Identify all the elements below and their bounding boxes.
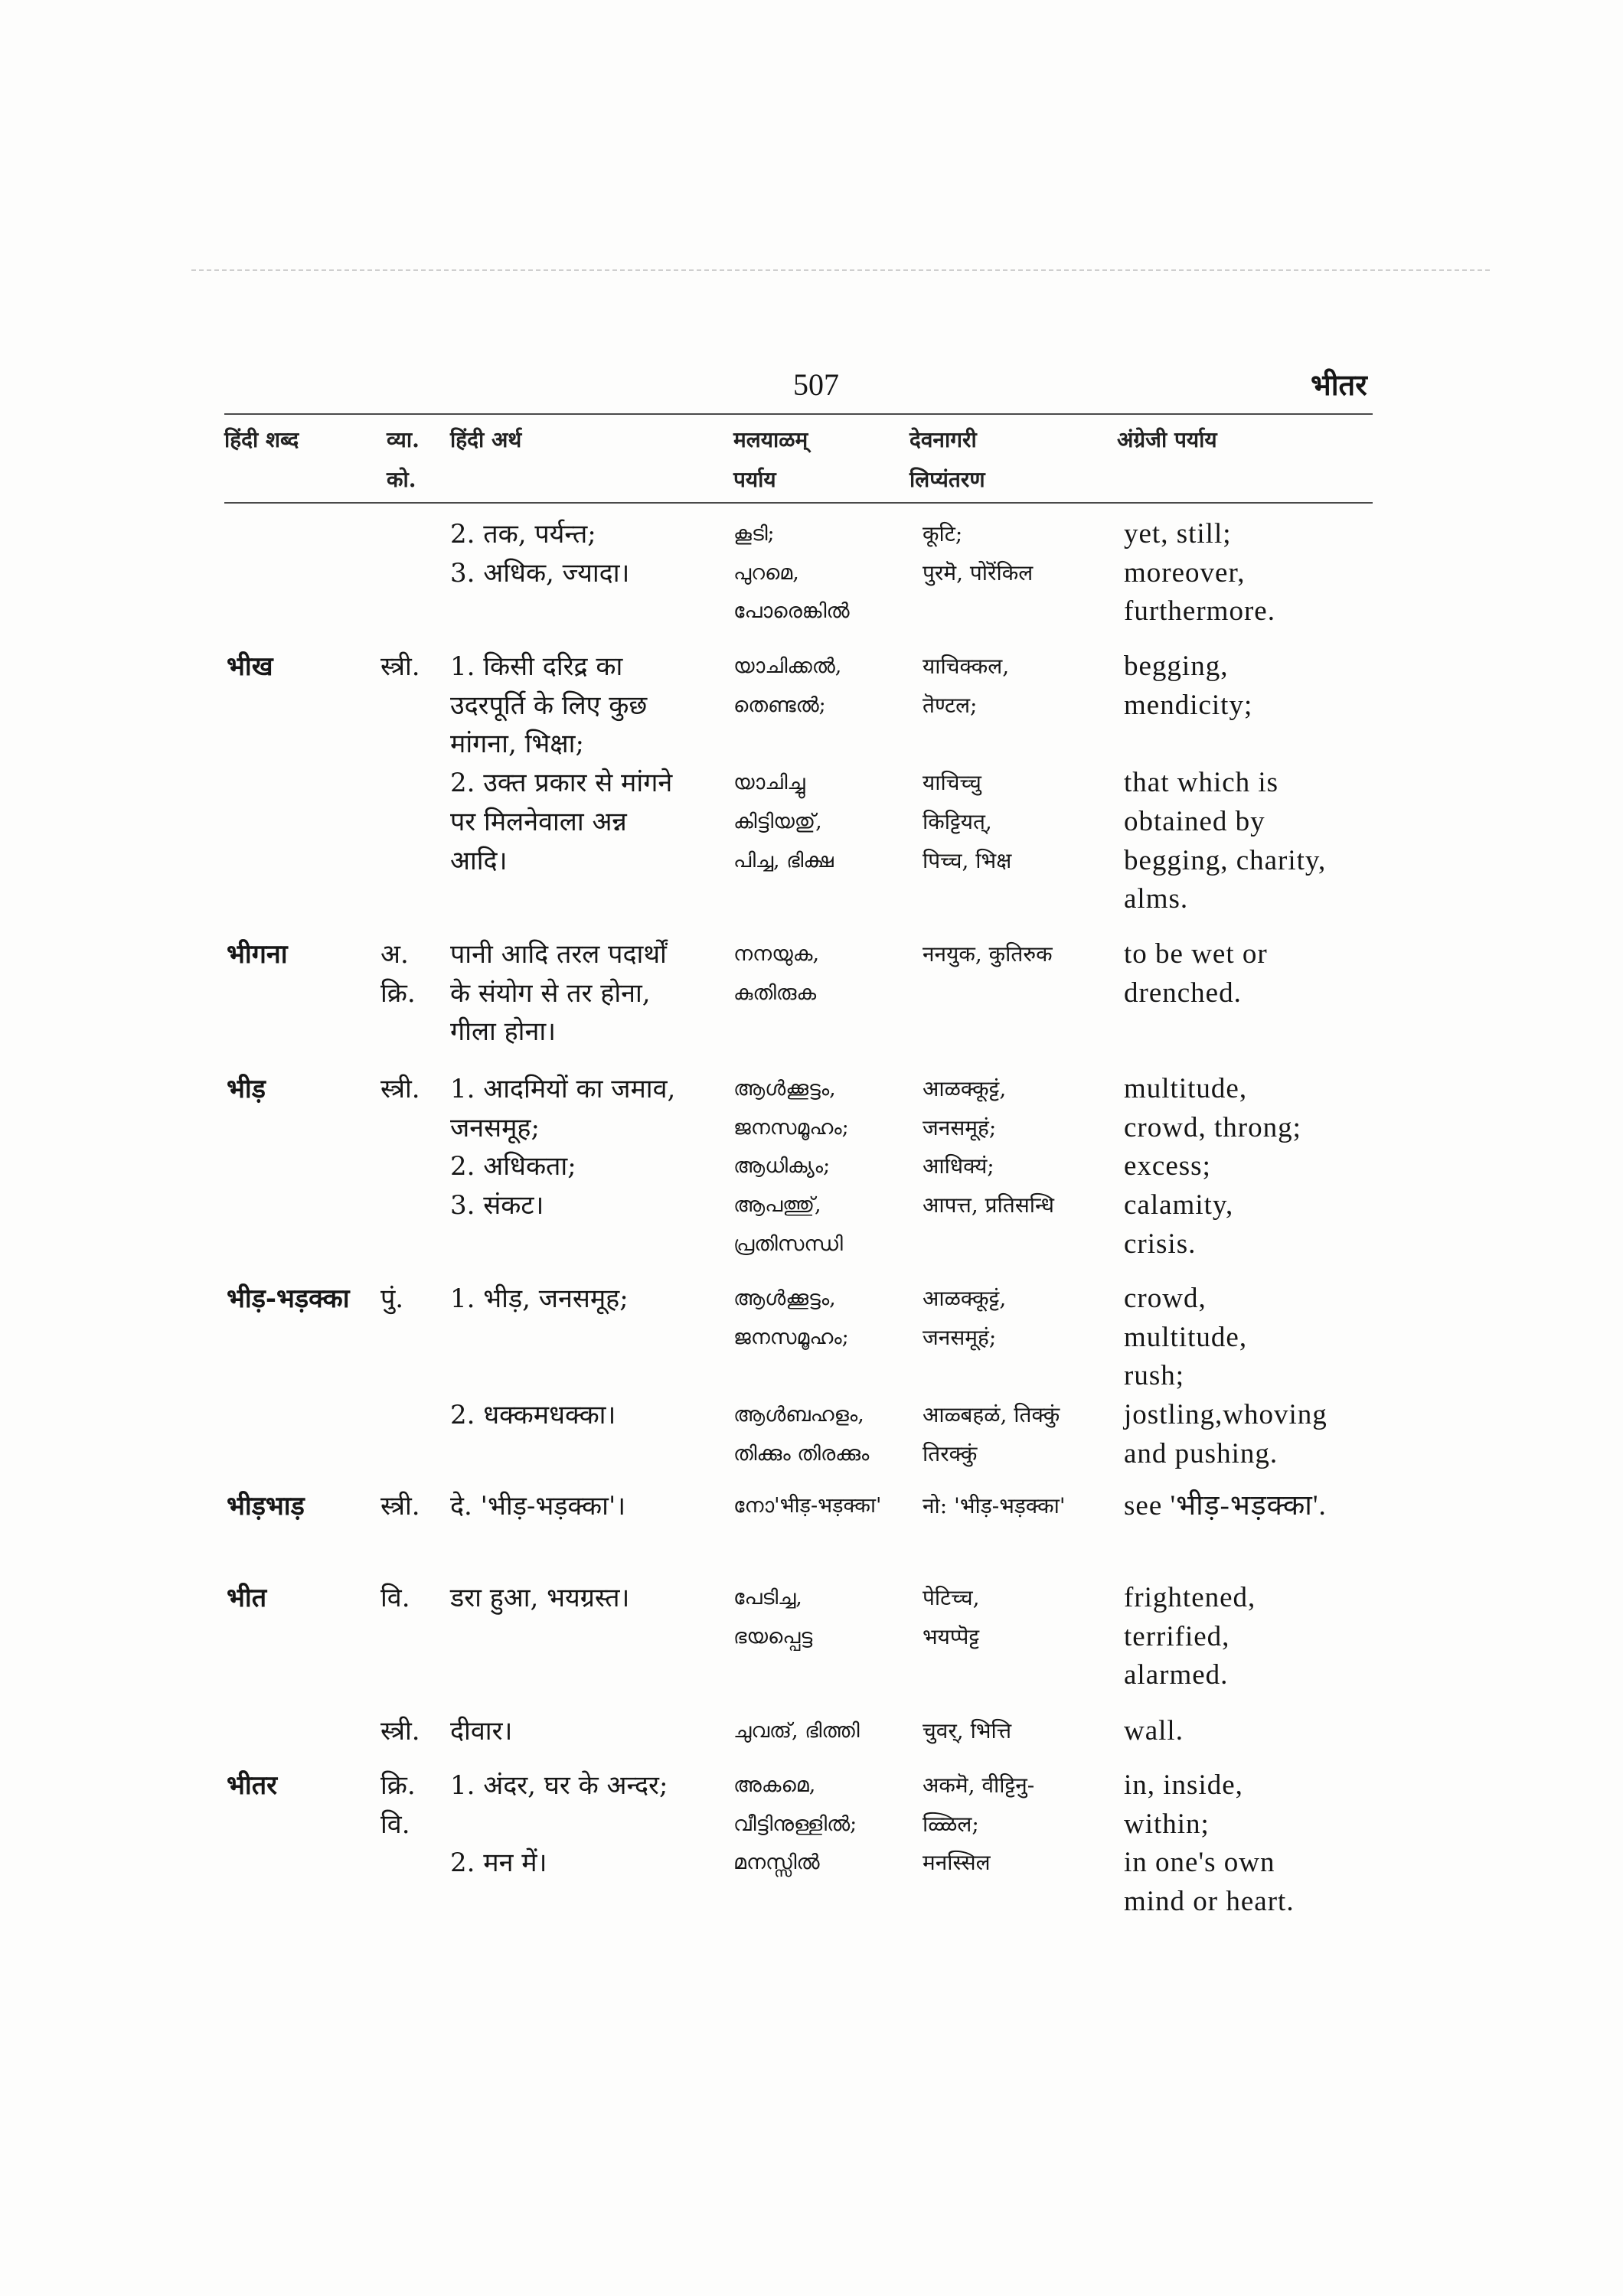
english-equivalent: within; bbox=[1124, 1808, 1210, 1840]
english-equivalent: in one's own bbox=[1124, 1847, 1275, 1879]
hindi-meaning: 2. उक्त प्रकार से मांगने bbox=[450, 768, 673, 799]
malayalam-synonym: നനയുക, bbox=[733, 942, 820, 966]
hindi-meaning: 1. किसी दरिद्र का bbox=[450, 651, 623, 682]
column-header-grammar-line2: को. bbox=[387, 467, 416, 492]
hindi-meaning: 1. अंदर, घर के अन्दर; bbox=[450, 1770, 668, 1801]
english-equivalent: excess; bbox=[1124, 1150, 1211, 1182]
malayalam-synonym: ആൾക്കൂട്ടം, bbox=[733, 1287, 836, 1310]
entry-line bbox=[0, 1225, 1623, 1264]
entry-line bbox=[0, 1109, 1623, 1148]
grammar-label: स्त्री. bbox=[380, 651, 420, 682]
hindi-meaning: पानी आदि तरल पदार्थों bbox=[450, 939, 667, 970]
grammar-label: वि. bbox=[380, 1808, 410, 1840]
headword: भीत bbox=[227, 1583, 267, 1613]
column-header-hindi-word: हिंदी शब्द bbox=[224, 427, 299, 452]
grammar-label: क्रि. bbox=[380, 1770, 416, 1801]
malayalam-synonym: ആൾബഹളം, bbox=[733, 1403, 864, 1427]
malayalam-synonym: കിട്ടിയതു്, bbox=[733, 809, 822, 833]
entry-line bbox=[0, 880, 1623, 919]
english-equivalent: furthermore. bbox=[1124, 595, 1275, 628]
malayalam-synonym: ചുവരു്, ഭിത്തി bbox=[733, 1719, 860, 1743]
page-number: 507 bbox=[793, 367, 839, 402]
grammar-label: अ. bbox=[380, 939, 409, 970]
entry-line bbox=[0, 1579, 1623, 1618]
entry-line bbox=[0, 1656, 1623, 1695]
devanagari-transliteration: पुरमॆ, पोरॆंकिल bbox=[923, 559, 1034, 585]
english-equivalent: yet, still; bbox=[1124, 518, 1232, 550]
devanagari-transliteration: आधिक्यं; bbox=[923, 1153, 994, 1179]
column-header-transliteration: देवनागरी bbox=[909, 427, 977, 452]
headword: भीड़भाड़ bbox=[227, 1491, 305, 1521]
english-equivalent: alarmed. bbox=[1124, 1659, 1229, 1691]
entry-line bbox=[0, 842, 1623, 881]
devanagari-transliteration: मनस्सिल bbox=[923, 1850, 991, 1876]
hindi-meaning: आदि। bbox=[450, 845, 508, 876]
grammar-label: वि. bbox=[380, 1583, 410, 1613]
english-equivalent: wall. bbox=[1124, 1715, 1184, 1746]
headword: भीतर bbox=[227, 1770, 277, 1801]
guide-word: भीतर bbox=[1311, 367, 1367, 402]
devanagari-transliteration: आळ्बहळं, तिक्कुं bbox=[923, 1402, 1060, 1428]
english-equivalent: drenched. bbox=[1124, 977, 1242, 1009]
malayalam-synonym: കൂടി; bbox=[733, 522, 775, 546]
malayalam-synonym: അകമെ, bbox=[733, 1773, 816, 1797]
column-header-grammar: व्या. bbox=[387, 427, 420, 452]
headword: भीगना bbox=[227, 939, 288, 970]
malayalam-synonym: വീട്ടിനുള്ളിൽ; bbox=[733, 1812, 857, 1836]
devanagari-transliteration: ळ्ळिल; bbox=[923, 1811, 979, 1837]
entry-line bbox=[0, 1805, 1623, 1844]
hindi-meaning: के संयोग से तर होना, bbox=[450, 977, 651, 1009]
malayalam-synonym: യാചിച്ചു bbox=[733, 771, 805, 795]
entry-line bbox=[0, 1766, 1623, 1805]
column-header-malayalam-line2: पर्याय bbox=[733, 467, 776, 492]
hindi-meaning: 1. भीड़, जनसमूह; bbox=[450, 1283, 629, 1314]
english-equivalent: multitude, bbox=[1124, 1073, 1248, 1104]
hindi-meaning: पर मिलनेवाला अन्न bbox=[450, 806, 627, 837]
malayalam-synonym: തിക്കും തിരക്കും bbox=[733, 1441, 870, 1466]
hindi-meaning: दे. 'भीड़-भड़क्का'। bbox=[450, 1491, 626, 1521]
english-equivalent: moreover, bbox=[1124, 556, 1246, 589]
entry-line bbox=[0, 1883, 1623, 1922]
devanagari-transliteration: आळक्कूट्टं, bbox=[923, 1076, 1007, 1101]
malayalam-synonym: പ്രതിസന്ധി bbox=[733, 1231, 843, 1256]
grammar-label: स्त्री. bbox=[380, 1074, 420, 1104]
entry-line bbox=[0, 554, 1623, 593]
english-equivalent: crowd, throng; bbox=[1124, 1111, 1301, 1143]
english-equivalent: mendicity; bbox=[1124, 689, 1253, 721]
column-header-english: अंग्रेजी पर्याय bbox=[1117, 427, 1217, 452]
devanagari-transliteration: चुवर्, भित्ति bbox=[923, 1718, 1012, 1743]
entry-line bbox=[0, 515, 1623, 554]
hindi-meaning: उदरपूर्ति के लिए कुछ bbox=[450, 690, 648, 721]
devanagari-transliteration: ननयुक, कुतिरुक bbox=[923, 941, 1053, 967]
grammar-label: स्त्री. bbox=[380, 1491, 420, 1521]
column-header-malayalam: मलयाळम् bbox=[733, 427, 808, 452]
english-equivalent: rush; bbox=[1124, 1360, 1184, 1392]
entry-line bbox=[0, 1712, 1623, 1751]
entry-line bbox=[0, 935, 1623, 974]
entry-line bbox=[0, 1186, 1623, 1225]
entry-line bbox=[0, 1280, 1623, 1319]
english-equivalent: obtained by bbox=[1124, 805, 1265, 837]
devanagari-transliteration: तिरक्कुं bbox=[923, 1440, 978, 1466]
hindi-meaning: दीवार। bbox=[450, 1716, 513, 1746]
malayalam-synonym: ആപത്തു്, bbox=[733, 1193, 821, 1218]
entry-line bbox=[0, 1070, 1623, 1109]
entry-line bbox=[0, 1618, 1623, 1657]
grammar-label: क्रि. bbox=[380, 977, 416, 1009]
devanagari-transliteration: याचिच्चु bbox=[923, 770, 981, 796]
column-header-hindi-meaning: हिंदी अर्थ bbox=[450, 427, 522, 452]
english-equivalent: to be wet or bbox=[1124, 938, 1268, 970]
devanagari-transliteration: किट्टियत्, bbox=[923, 808, 992, 834]
entry-line bbox=[0, 974, 1623, 1013]
entry-line bbox=[0, 725, 1623, 764]
devanagari-transliteration: पिच्च, भिक्ष bbox=[923, 847, 1012, 873]
hindi-meaning: 2. तक, पर्यन्त; bbox=[450, 519, 596, 550]
english-equivalent: and pushing. bbox=[1124, 1437, 1278, 1469]
entry-line bbox=[0, 1487, 1623, 1526]
column-header-transliteration-line2: लिप्यंतरण bbox=[909, 467, 985, 492]
hindi-meaning: डरा हुआ, भयग्रस्त। bbox=[450, 1583, 630, 1613]
entry-line bbox=[0, 1147, 1623, 1186]
devanagari-transliteration: कूटि; bbox=[923, 521, 963, 546]
malayalam-synonym: ആധിക്യം; bbox=[733, 1154, 831, 1179]
devanagari-transliteration: याचिक्कल, bbox=[923, 654, 1010, 679]
entry-line bbox=[0, 1844, 1623, 1883]
devanagari-transliteration: आळक्कूट्टं, bbox=[923, 1286, 1007, 1311]
entry-line bbox=[0, 1319, 1623, 1358]
entry-line bbox=[0, 1013, 1623, 1052]
entry-line bbox=[0, 1357, 1623, 1396]
english-equivalent: mind or heart. bbox=[1124, 1886, 1295, 1918]
english-equivalent: calamity, bbox=[1124, 1189, 1234, 1221]
hindi-meaning: गीला होना। bbox=[450, 1016, 557, 1048]
hindi-meaning: मांगना, भिक्षा; bbox=[450, 729, 584, 760]
english-equivalent: crisis. bbox=[1124, 1228, 1197, 1260]
malayalam-synonym: തെണ്ടൽ; bbox=[733, 693, 826, 717]
malayalam-synonym: പുറമെ, bbox=[733, 560, 799, 585]
english-equivalent: multitude, bbox=[1124, 1321, 1248, 1353]
grammar-label: स्त्री. bbox=[380, 1716, 420, 1746]
malayalam-synonym: ജനസമൂഹം; bbox=[733, 1325, 849, 1349]
malayalam-synonym: പേടിച്ച, bbox=[733, 1586, 802, 1609]
devanagari-transliteration: तॆण्टल; bbox=[923, 692, 978, 718]
entry-line bbox=[0, 687, 1623, 726]
english-equivalent: frightened, bbox=[1124, 1582, 1256, 1613]
devanagari-transliteration: आपत्त, प्रतिसन्धि bbox=[923, 1192, 1054, 1218]
malayalam-synonym: ഭയപ്പെട്ട bbox=[733, 1624, 813, 1649]
hindi-meaning: 2. मन में। bbox=[450, 1848, 547, 1879]
entry-line bbox=[0, 1396, 1623, 1435]
entry-line bbox=[0, 647, 1623, 687]
headword: भीड़ bbox=[227, 1074, 266, 1104]
english-equivalent: see 'भीड़-भड़क्का'. bbox=[1124, 1490, 1327, 1521]
devanagari-transliteration: पेटिच्च, bbox=[923, 1585, 980, 1610]
malayalam-synonym: കുതിരുക bbox=[733, 980, 817, 1005]
entry-line bbox=[0, 764, 1623, 803]
malayalam-synonym: ജനസമൂഹം; bbox=[733, 1115, 849, 1140]
hindi-meaning: 3. अधिक, ज्यादा। bbox=[450, 557, 630, 589]
devanagari-transliteration: भयप्पॆट्ट bbox=[923, 1623, 980, 1649]
malayalam-synonym: പിച്ച, ഭിക്ഷ bbox=[733, 848, 834, 872]
english-equivalent: crowd, bbox=[1124, 1283, 1207, 1314]
english-equivalent: jostling,whoving bbox=[1124, 1399, 1327, 1431]
malayalam-synonym: മനസ്സിൽ bbox=[733, 1851, 820, 1875]
entry-line bbox=[0, 803, 1623, 842]
malayalam-synonym: പോരെങ്കിൽ bbox=[733, 599, 850, 624]
devanagari-transliteration: अकमॆ, वीट्टिनु- bbox=[923, 1773, 1035, 1798]
hindi-meaning: जनसमूह; bbox=[450, 1112, 540, 1143]
hindi-meaning: 1. आदमियों का जमाव, bbox=[450, 1074, 676, 1104]
english-equivalent: that which is bbox=[1124, 767, 1279, 799]
english-equivalent: begging, charity, bbox=[1124, 844, 1327, 876]
hindi-meaning: 2. धक्कमधक्का। bbox=[450, 1400, 616, 1431]
devanagari-transliteration: जनसमूहं; bbox=[923, 1114, 997, 1140]
malayalam-synonym: ആൾക്കൂട്ടം, bbox=[733, 1077, 836, 1101]
devanagari-transliteration: जनसमूहं; bbox=[923, 1324, 997, 1350]
english-equivalent: alms. bbox=[1124, 883, 1189, 915]
malayalam-synonym: യാചിക്കൽ, bbox=[733, 654, 842, 678]
grammar-label: पुं. bbox=[380, 1283, 404, 1314]
english-equivalent: in, inside, bbox=[1124, 1769, 1243, 1801]
devanagari-transliteration: नो: 'भीड़-भड़क्का' bbox=[923, 1493, 1066, 1518]
malayalam-synonym: നോ'भीड़-भड़क्का' bbox=[733, 1494, 882, 1518]
english-equivalent: begging, bbox=[1124, 651, 1229, 682]
entry-line bbox=[0, 1435, 1623, 1474]
english-equivalent: terrified, bbox=[1124, 1620, 1230, 1652]
headword: भीड़-भड़क्का bbox=[227, 1283, 350, 1314]
hindi-meaning: 2. अधिकता; bbox=[450, 1151, 576, 1182]
headword: भीख bbox=[227, 651, 273, 682]
entry-line bbox=[0, 592, 1623, 631]
hindi-meaning: 3. संकट। bbox=[450, 1190, 544, 1221]
